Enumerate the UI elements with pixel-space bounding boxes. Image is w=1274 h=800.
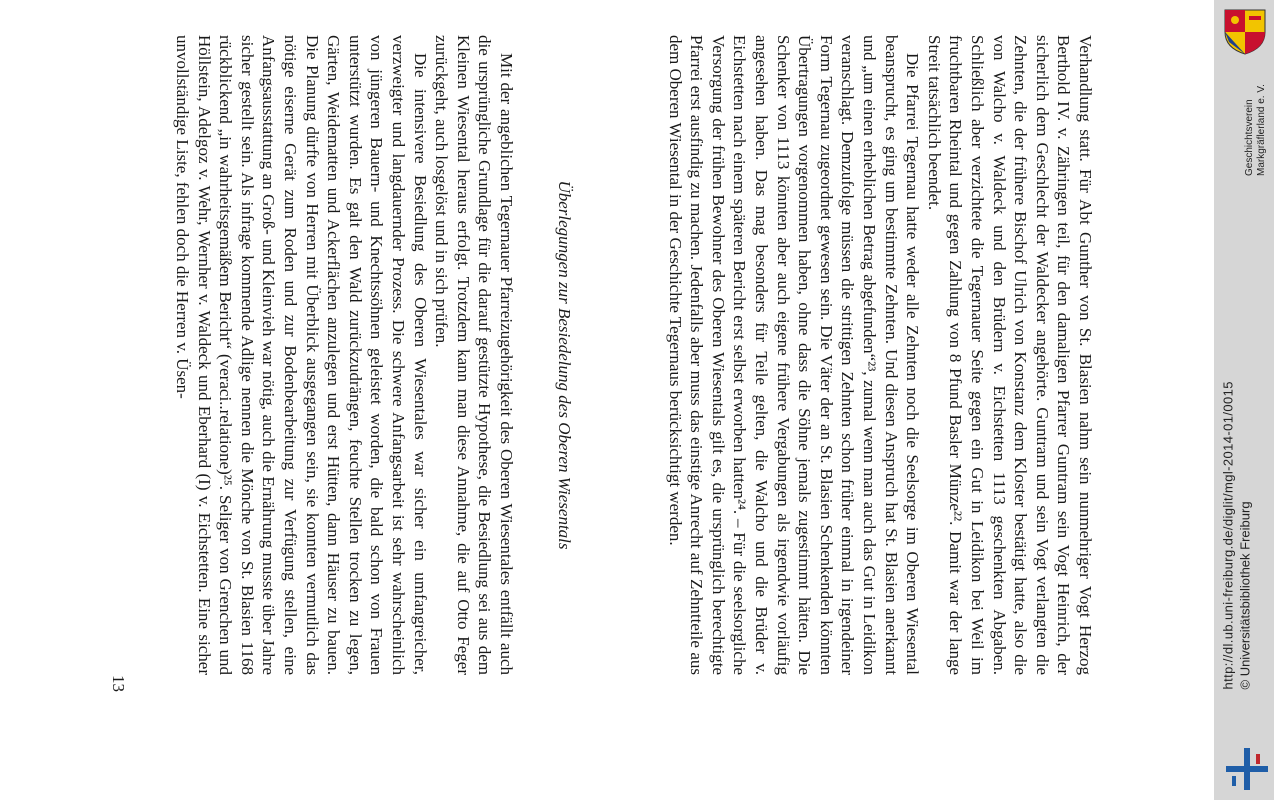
document-url[interactable]: http://dl.ub.uni-freiburg.de/diglit/mgl-2014-01/0015 <box>1220 381 1236 690</box>
verein-line-1: Geschichtsverein <box>1244 99 1255 176</box>
viewer-sidebar <box>1214 0 1274 800</box>
ub-freiburg-logo-icon <box>1224 746 1270 792</box>
page-number: 13 <box>109 675 128 692</box>
coat-of-arms-icon <box>1221 6 1269 56</box>
verein-line-2: Markgräflerland e. V. <box>1256 84 1267 176</box>
section-heading: Überlegungen zur Besiedelung des Oberen Wiesentals <box>555 180 574 550</box>
copyright-notice: © Universitätsbibliothek Freiburg <box>1237 501 1253 690</box>
paragraph: Mit der angeblichen Tegernauer Pfarreizugehörigkeit des Oberen Wiesentales entfällt auch die ursprüngliche Grundlage für die darauf gestützte Hypothese, die Besiedlung sei aus dem Kleinen Wiesental heraus erfolgt. Trotzdem kann man diese Annahme, die auf Otto Feger zurückgeht, auch losgelöst und in sich prüfen. <box>432 35 516 675</box>
paragraph: Die intensivere Besiedlung des Oberen Wiesentales war sicher ein umfangreicher, verzweigter und langdauernder Prozess. Die schwere Anfangsarbeit ist sehr wahrscheinlich von jüngeren Bauern- und Knechtssöhnen geleistet worden, die bald schon von Frauen unterstützt wurden. Es galt den Wald zurückzudrängen, feuchte Stellen trocken zu legen, Gärten, Weidematten und Ackerflächen anzulegen und erst Hütten, dann Häuser zu bauen. Die Planung dürfte von Herren mit Überblick ausgegangen sein, sie konnten vermutlich das nötige eiserne Gerät zum Roden und zur Bodenbearbeitung zur Verfügung stellen, eine Anfangsausstattung an Groß- und Kleinvieh war nötig, auch die Ernährung musste über Jahre sicher gestellt sein. Als infrage kommende Adlige nennen die Mönche von St. Blasien 1168 rückblickend „in wahrheitsgemäßem Bericht“ (veraci..relatione)²⁵. Seliger von Grenchen und Höllstein, Adelgoz v. Wehr, Wernher v. Waldeck und Eberhard (I) v. Eichstetten. Eine sicher unvollständige Liste, fehlen doch die Herren v. Üsen- <box>173 35 430 675</box>
paragraph: Die Pfarrei Tegernau hatte weder alle Zehnten noch die Seelsorge im Oberen Wiesental beansprucht, es ging um bestimmte Zehnten. Und diesen Anspruch hat St. Blasien anerkannt und „um einen erheblichen Betrag abgefunden“²³, zumal wenn man auch das Gut in Leidikon veranschlagt. Demzufolge müssen die strittigen Zehnten schon früher einmal in irgendeiner Form Tegernau zugeordnet gewesen sein. Die Väter der an St. Blasien Schenkenden könnten Übertragungen vorgenommen haben, ohne dass die Söhne jemals zugestimmt hätten. Die Schenker von 1113 könnten aber auch eigene frühere Vergabungen als irgendwie vorläufig angesehen haben. Das mag besonders für Teile gelten, die Walcho und die Brüder v. Eichstetten nach einem späteren Bericht erst selbst erworben hatten²⁴. – Für die seelsorgliche Versorgung der frühen Bewohner des Oberen Wiesentals gilt es, die ursprünglich berechtigte Pfarrei erst ausfindig zu machen. Jedenfalls aber muss das einstige Anrecht auf Zehntteile aus dem Oberen Wiesental in der Geschichte Tegernaus berücksichtigt werden. <box>665 35 923 675</box>
text-block-bottom <box>172 35 518 675</box>
paragraph: Verhandlung statt. Für Abt Gunther von St. Blasien nahm sein nunmehriger Vogt Herzog Berthold IV. v. Zähringen teil, für den damaligen Pfarrer Guntram sein Vogt Heinrich, der sicherlich dem Geschlecht der Waldecker angehörte. Guntram und sein Vogt verlangten die Zehnten, die der frühere Bischof Ulrich von Konstanz dem Kloster bestätigt hatte, also die von Walcho v. Waldeck und den Brüdern v. Eichstetten 1113 geschenkten Abgaben. Schließlich aber verzichtete die Tegernauer Seite gegen ein Gut in Leidikon bei Weil im fruchtbaren Rheintal und gegen Zahlung von 8 Pfund Basler Münze²². Damit war der lange Streit tatsächlich beendet. <box>924 35 1095 675</box>
text-block-top <box>664 35 1096 675</box>
